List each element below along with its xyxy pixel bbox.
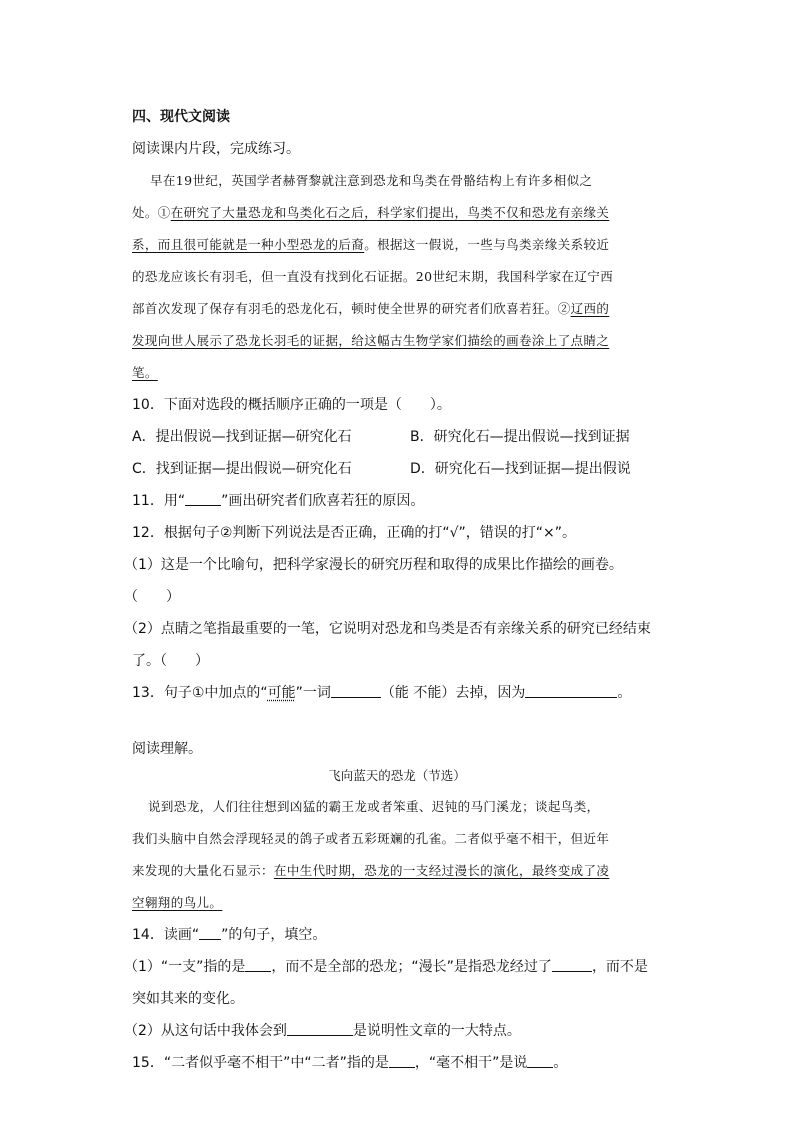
passage-text: 。根据这一假说，一些与鸟类亲缘关系较近: [364, 237, 610, 252]
section-instruction: 阅读课内片段，完成练习。: [132, 141, 300, 157]
question-13: [132, 684, 631, 702]
question-14-item-1-cont: 突如其来的变化。: [132, 991, 244, 1007]
answer-paren[interactable]: （ ）: [124, 589, 180, 605]
passage-line: 我们头脑中自然会浮现轻灵的鸽子或者五彩斑斓的孔雀。二者似乎毫不相干，但近年: [132, 831, 610, 846]
answer-blank[interactable]: [331, 684, 381, 698]
answer-blank[interactable]: [552, 958, 592, 972]
passage-line: [132, 204, 609, 222]
question-text: 14．读画“: [132, 927, 200, 943]
sentence-marker: 处。①: [132, 205, 171, 220]
passage-line: [132, 862, 609, 880]
underlined-sentence: 在研究了大量恐龙和鸟类化石之后，科学家们提出，鸟类不仅和恐龙有亲缘关: [170, 205, 610, 220]
answer-blank[interactable]: [287, 1022, 353, 1036]
question-text: 11．用“: [132, 493, 186, 509]
answer-blank[interactable]: [527, 1054, 553, 1068]
passage-line: 发现向世人展示了恐龙长羽毛的证据，给这幅古生物学家们描绘的画卷涂上了点睛之: [132, 333, 610, 348]
question-14: [132, 926, 326, 944]
answer-blank[interactable]: [525, 684, 617, 698]
underlined-sentence: 在中生代时期，恐龙的一支经过漫长的演化，最终变成了凌: [273, 863, 610, 878]
passage-text: 来发现的大量化石显示：: [132, 863, 274, 878]
underlined-sentence: 系，而且很可能就是一种小型恐龙的后裔: [132, 237, 365, 252]
question-12-item-1: （1）这是一个比喻句，把科学家漫长的研究历程和取得的成果比作描绘的画卷。: [124, 557, 623, 573]
question-text: 。: [617, 685, 632, 701]
question-12: 12．根据句子②判断下列说法是否正确，正确的打“√”，错误的打“×”。: [132, 525, 577, 541]
answer-blank[interactable]: [245, 958, 271, 972]
option-b[interactable]: B．研究化石—提出假说—找到证据: [410, 429, 630, 445]
question-10: 10．下面对选段的概括顺序正确的一项是（ ）。: [132, 397, 451, 413]
question-text: 。: [553, 1055, 568, 1071]
passage-line: 笔。: [132, 365, 158, 380]
underlined-sentence: 辽西的: [570, 301, 610, 316]
question-14-item-1: [124, 958, 648, 976]
dotted-word: 可能: [267, 685, 296, 701]
question-text: （2）从这句话中我体会到: [124, 1023, 287, 1039]
passage-line: 的恐龙应该长有羽毛，但一直没有找到化石证据。20世纪末期，我国科学家在辽宁西: [132, 269, 614, 284]
question-text: ，而不是: [591, 959, 648, 975]
question-text: ”画出研究者们欣喜若狂的原因。: [221, 493, 425, 509]
question-text: （1）“一支”指的是: [124, 959, 246, 975]
passage-line: 说到恐龙，人们往往想到凶猛的霸王龙或者笨重、迟钝的马门溪龙；谈起鸟类，: [148, 799, 600, 814]
passage-line: [132, 236, 609, 254]
underline-sample: [199, 926, 221, 940]
question-text: （能 不能）去掉，因为: [380, 685, 526, 701]
question-text: ，而不是全部的恐龙；“漫长”是指恐龙经过了: [271, 959, 552, 975]
question-text: 13．句子①中加点的“: [132, 685, 268, 701]
article-title: 飞向蓝天的恐龙（节选）: [328, 768, 466, 783]
passage-line: [132, 300, 609, 318]
question-text: 是说明性文章的一大特点。: [352, 1023, 521, 1039]
answer-blank[interactable]: [389, 1054, 415, 1068]
passage-line: 空翱翔的鸟儿。: [132, 895, 223, 910]
passage-text: 部首次发现了保存有羽毛的恐龙化石，顿时使全世界的研究者们欣喜若狂。②: [132, 301, 571, 316]
question-15: [132, 1054, 567, 1072]
option-c[interactable]: C．找到证据—提出假说—研究化石: [132, 461, 352, 477]
question-text: 15．“二者似乎毫不相干”中“二者”指的是: [132, 1055, 389, 1071]
section-instruction: 阅读理解。: [132, 741, 202, 757]
option-d[interactable]: D．研究化石—找到证据—提出假说: [410, 461, 631, 477]
passage-line: 早在19世纪，英国学者赫胥黎就注意到恐龙和鸟类在骨骼结构上有许多相似之: [150, 173, 593, 188]
question-text: ”的句子，填空。: [221, 927, 327, 943]
question-text: ”一词: [295, 685, 331, 701]
question-text: ，“毫不相干”是说: [414, 1055, 528, 1071]
question-12-item-2-cont[interactable]: 了。（ ）: [132, 653, 209, 669]
question-11: [132, 492, 424, 510]
question-12-item-2: （2）点睛之笔指最重要的一笔，它说明对恐龙和鸟类是否有亲缘关系的研究已经结束: [124, 621, 651, 637]
section-heading: 四、现代文阅读: [132, 109, 230, 125]
underline-sample: [185, 492, 221, 506]
question-14-item-2: [124, 1022, 521, 1040]
option-a[interactable]: A．提出假说—找到证据—研究化石: [132, 429, 352, 445]
